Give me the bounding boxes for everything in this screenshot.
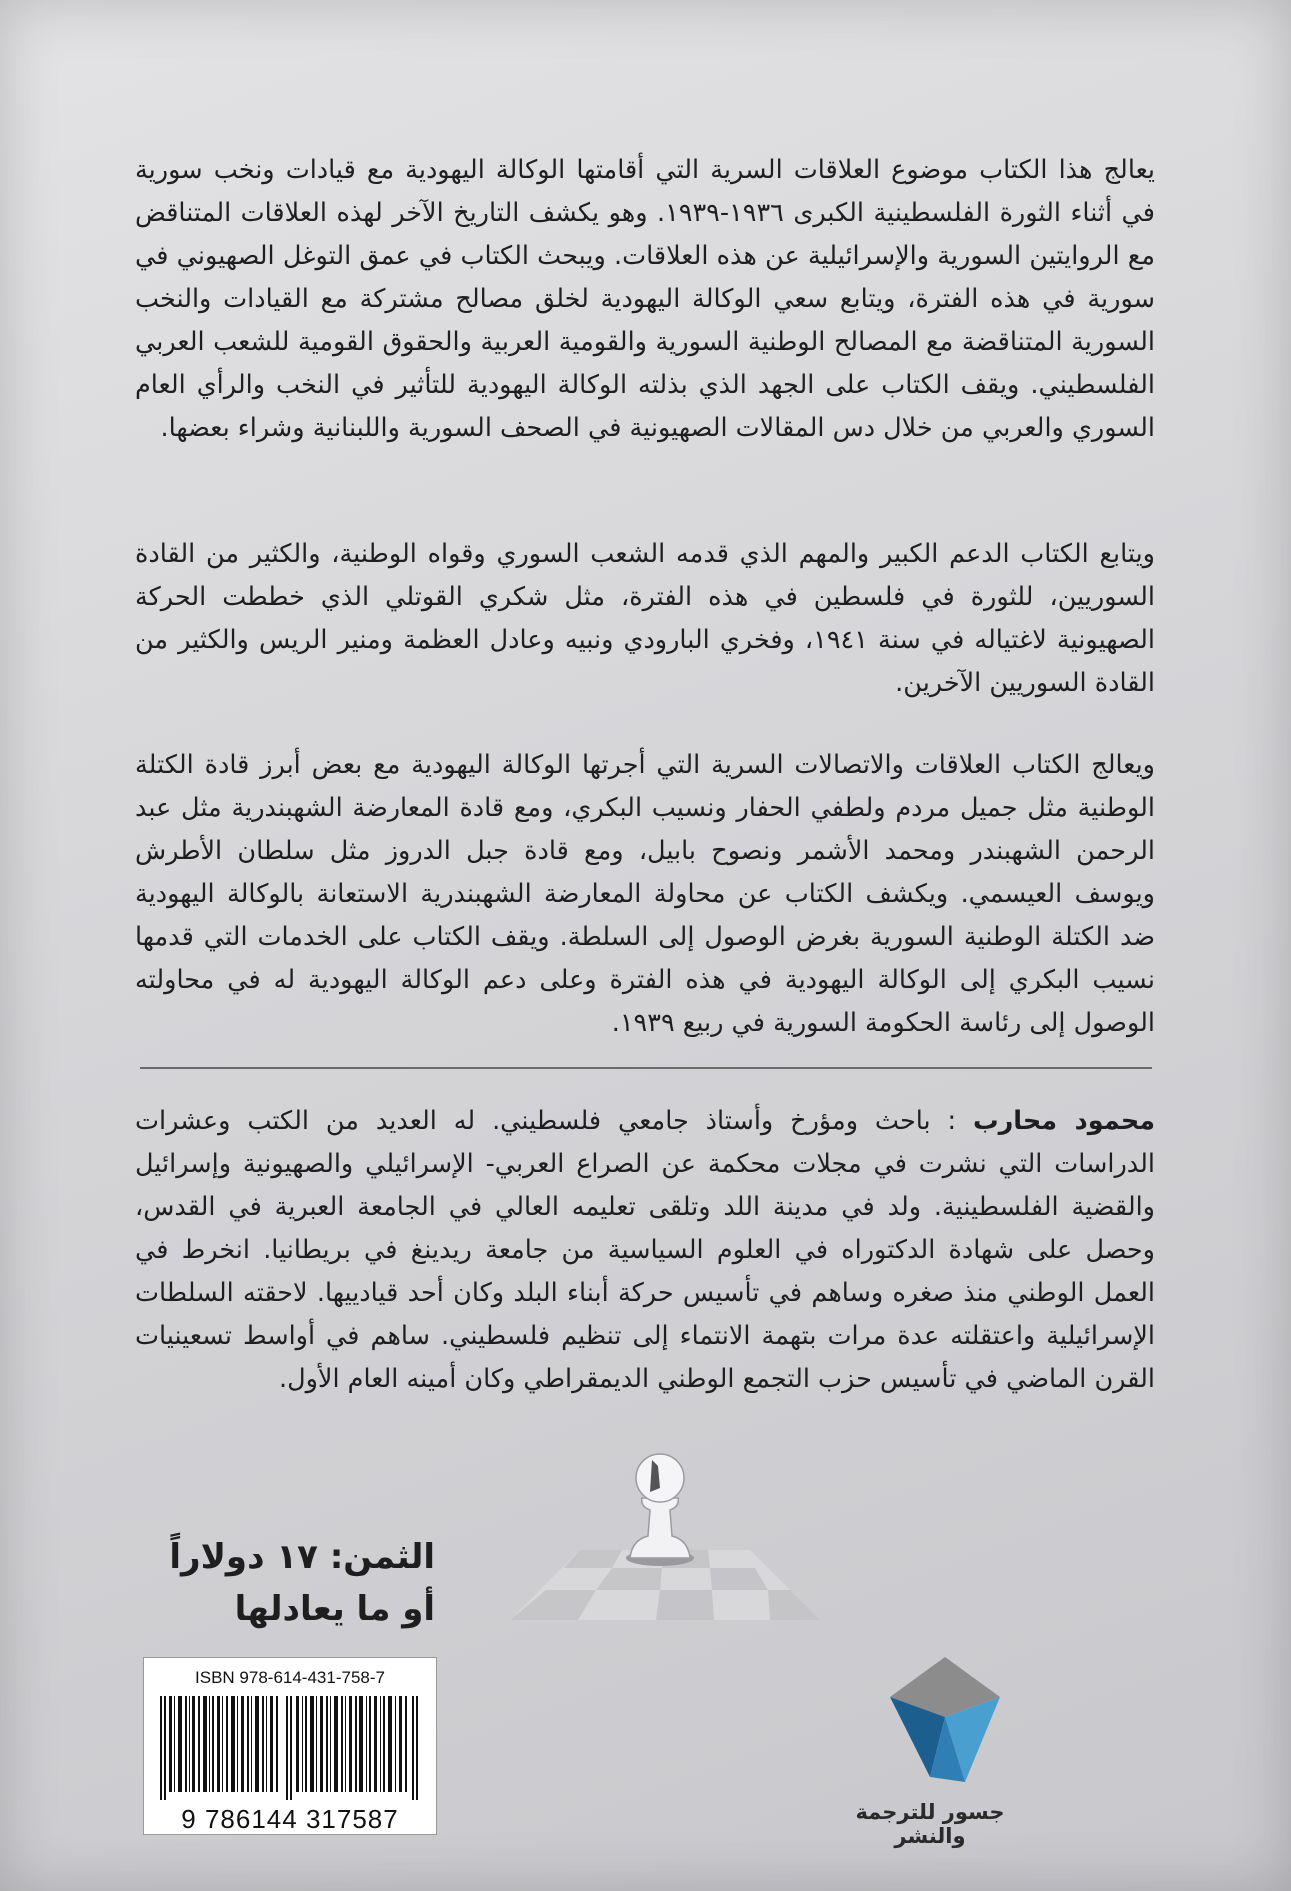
- price-label: الثمن: ١٧ دولاراً: [169, 1537, 435, 1577]
- author-bio-text: : باحث ومؤرخ وأستاذ جامعي فلسطيني. له العديد من الكتب وعشرات الدراسات التي نشرت في مجلات محكمة عن الصراع العربي- الإسرائيلي والصهيونية وإسرائيل والقضية الفلسطينية. ولد في مدينة اللد وتلقى تعليمه العالي في الجامعة العبرية في القدس، وحصل على شهادة الدكتوراه في العلوم السياسية من جامعة ريدينغ في بريطانيا. انخرط في العمل الوطني منذ صغره وساهم في تأسيس حركة أبناء البلد وكان أحد قيادييها. لاحقته السلطات الإسرائيلية واعتقلته عدة مرات بتهمة الانتماء إلى تنظيم فلسطيني. ساهم في أواسط تسعينيات القرن الماضي في تأسيس حزب التجمع الوطني الديمقراطي وكان أمينه العام الأول.: [135, 1106, 1155, 1394]
- chess-pawn-illustration: [500, 1400, 830, 1630]
- price-equivalent: أو ما يعادلها: [234, 1589, 435, 1629]
- description-paragraph-1: يعالج هذا الكتاب موضوع العلاقات السرية التي أقامتها الوكالة اليهودية مع قيادات ونخب سورية في أثناء الثورة الفلسطينية الكبرى ١٩٣٦-١٩٣٩. وهو يكشف التاريخ الآخر لهذه العلاقات المتناقض مع الروايتين السورية والإسرائيلية عن هذه العلاقات. ويبحث الكتاب في عمق التوغل الصهيوني في سورية في هذه الفترة، ويتابع سعي الوكالة اليهودية لخلق مصالح مشتركة مع القيادات والنخب السورية المتناقضة مع المصالح الوطنية السورية والقومية العربية والحقوق القومية للشعب العربي الفلسطيني. ويقف الكتاب على الجهد الذي بذلته الوكالة اليهودية للتأثير في النخب والرأي العام السوري والعربي من خلال دس المقالات الصهيونية في الصحف السورية واللبنانية وشراء بعضها.: [135, 155, 1155, 443]
- barcode-bars-icon: [158, 1696, 422, 1800]
- isbn-number: ISBN 978-614-431-758-7: [195, 1668, 385, 1687]
- pawn-icon: [626, 1454, 694, 1566]
- author-name: محمود محارب: [972, 1106, 1155, 1136]
- isbn-barcode: [143, 1657, 437, 1835]
- barcode-digits: 9 786144 317587: [181, 1804, 399, 1834]
- description-paragraph-2: ويتابع الكتاب الدعم الكبير والمهم الذي قدمه الشعب السوري وقواه الوطنية، والكثير من القادة السوريين، للثورة في فلسطين في هذه الفترة، مثل شكري القوتلي الذي خططت الحركة الصهيونية لاغتياله في سنة ١٩٤١، وفخري البارودي ونبيه وعادل العظمة ومنير الريس والكثير من القادة السوريين الآخرين.: [135, 539, 1155, 698]
- author-bio: [135, 1100, 1155, 1401]
- section-divider: [140, 1067, 1152, 1069]
- publisher-logo-icon: [870, 1657, 1020, 1797]
- description-paragraph-3: ويعالج الكتاب العلاقات والاتصالات السرية التي أجرتها الوكالة اليهودية مع بعض أبرز قادة الكتلة الوطنية مثل جميل مردم ولطفي الحفار ونسيب البكري، ومع قادة المعارضة الشهبندرية مثل عبد الرحمن الشهبندر ومحمد الأشمر ونصوح بابيل، ومع قادة جبل الدروز مثل سلطان الأطرش ويوسف العيسمي. ويكشف الكتاب عن محاولة المعارضة الشهبندرية الاستعانة بالوكالة اليهودية ضد الكتلة الوطنية السورية بغرض الوصول إلى السلطة. ويقف الكتاب على الخدمات التي قدمها نسيب البكري إلى الوكالة اليهودية في هذه الفترة وعلى دعم الوكالة اليهودية له في محاولته الوصول إلى رئاسة الحكومة السورية في ربيع ١٩٣٩.: [135, 750, 1155, 1038]
- publisher-name: جسور للترجمة والنشر: [855, 1800, 1005, 1848]
